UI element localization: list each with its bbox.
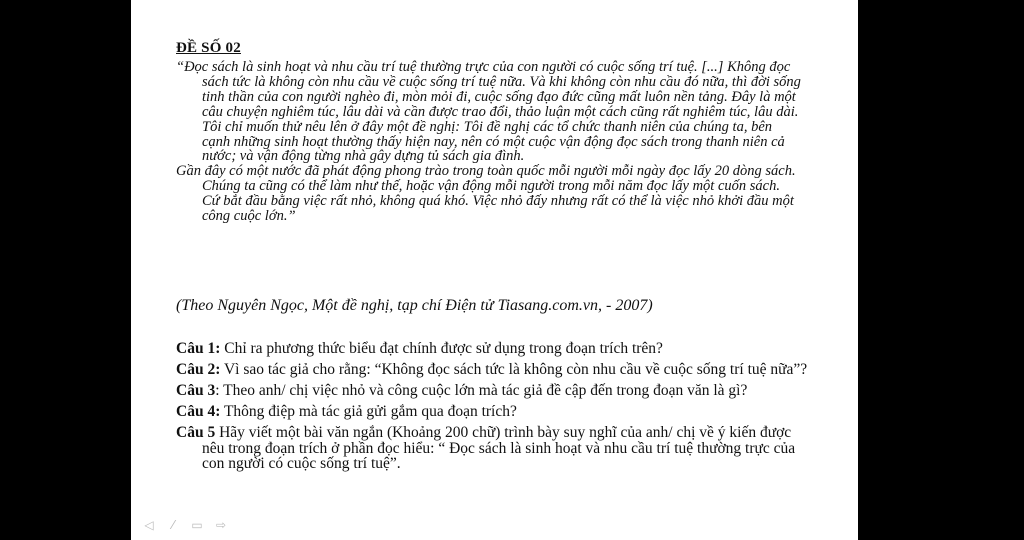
next-slide-icon[interactable]: ⇨ <box>215 518 227 532</box>
question-2 <box>176 362 816 378</box>
question-text: Hãy viết một bài văn ngắn (Khoảng 200 chữ) trình bày suy nghĩ của anh/ chị về ý kiến được nêu trong đoạn trích ở phần đọc hiểu: “ Đọc sách là sinh hoạt và nhu cầu trí tuệ thường trực của con người có cuộc sống trí tuệ”. <box>202 424 796 472</box>
previous-slide-icon[interactable]: ◁ <box>144 518 154 532</box>
question-4 <box>176 404 816 420</box>
question-list <box>176 341 816 477</box>
question-label: Câu 4: <box>176 403 221 420</box>
question-text: Thông điệp mà tác giả gửi gắm qua đoạn trích? <box>220 403 517 420</box>
pen-icon[interactable]: ⁄ <box>171 518 174 532</box>
question-5 <box>176 425 816 472</box>
question-text: Vì sao tác giả cho rằng: “Không đọc sách tức là không còn nhu cầu về cuộc sống trí tuệ nữa”? <box>220 361 808 378</box>
passage-source: (Theo Nguyên Ngọc, Một đề nghị, tạp chí Điện tử Tiasang.com.vn, - 2007) <box>176 297 653 314</box>
question-text: Chỉ ra phương thức biểu đạt chính được sử dụng trong đoạn trích trên? <box>220 340 663 357</box>
menu-icon[interactable]: ▭ <box>191 518 203 532</box>
slide-page <box>131 0 858 540</box>
question-label: Câu 5 <box>176 424 216 441</box>
reading-passage <box>176 60 801 224</box>
exam-heading: ĐỀ SỐ 02 <box>176 40 241 56</box>
question-1 <box>176 341 816 357</box>
question-label: Câu 2: <box>176 361 221 378</box>
passage-paragraph-1: “Đọc sách là sinh hoạt và nhu cầu trí tuệ thường trực của con người có cuộc sống trí tuệ. [...] Không đọc sách tức là không còn nhu cầu về cuộc sống trí tuệ nữa. Và khi không còn nhu cầu đó nữa, thì đời sống tinh thần của con người nghèo đi, mòn mỏi đi, cuộc sống đạo đức cũng mất luôn nền tảng. Đây là một câu chuyện nghiêm túc, lâu dài và cần được trao đổi, thảo luận một cách cũng rất nghiêm túc, lâu dài. Tôi chỉ muốn thử nêu lên ở đây một đề nghị: Tôi đề nghị các tổ chức thanh niên của chúng ta, bên cạnh những sinh hoạt thường thấy hiện nay, nên có một cuộc vận động đọc sách trong thanh niên cả nước; và vận động từng nhà gây dựng tủ sách gia đình. <box>176 59 801 165</box>
question-text: : Theo anh/ chị việc nhỏ và công cuộc lớn mà tác giả đề cập đến trong đoạn văn là gì? <box>215 382 748 399</box>
question-label: Câu 1: <box>176 340 221 357</box>
question-3 <box>176 383 816 399</box>
passage-paragraph-2: Gần đây có một nước đã phát động phong trào trong toàn quốc mỗi người mỗi ngày đọc lấy 20 dòng sách. Chúng ta cũng có thể làm như thế, hoặc vận động mỗi người trong mỗi năm đọc lấy một cuốn sách. Cứ bắt đầu bằng việc rất nhỏ, không quá khó. Việc nhỏ đấy nhưng rất có thể là việc nhỏ khởi đầu một công cuộc lớn.” <box>176 163 796 225</box>
question-label: Câu 3 <box>176 382 216 399</box>
slide-navigation <box>141 518 229 532</box>
